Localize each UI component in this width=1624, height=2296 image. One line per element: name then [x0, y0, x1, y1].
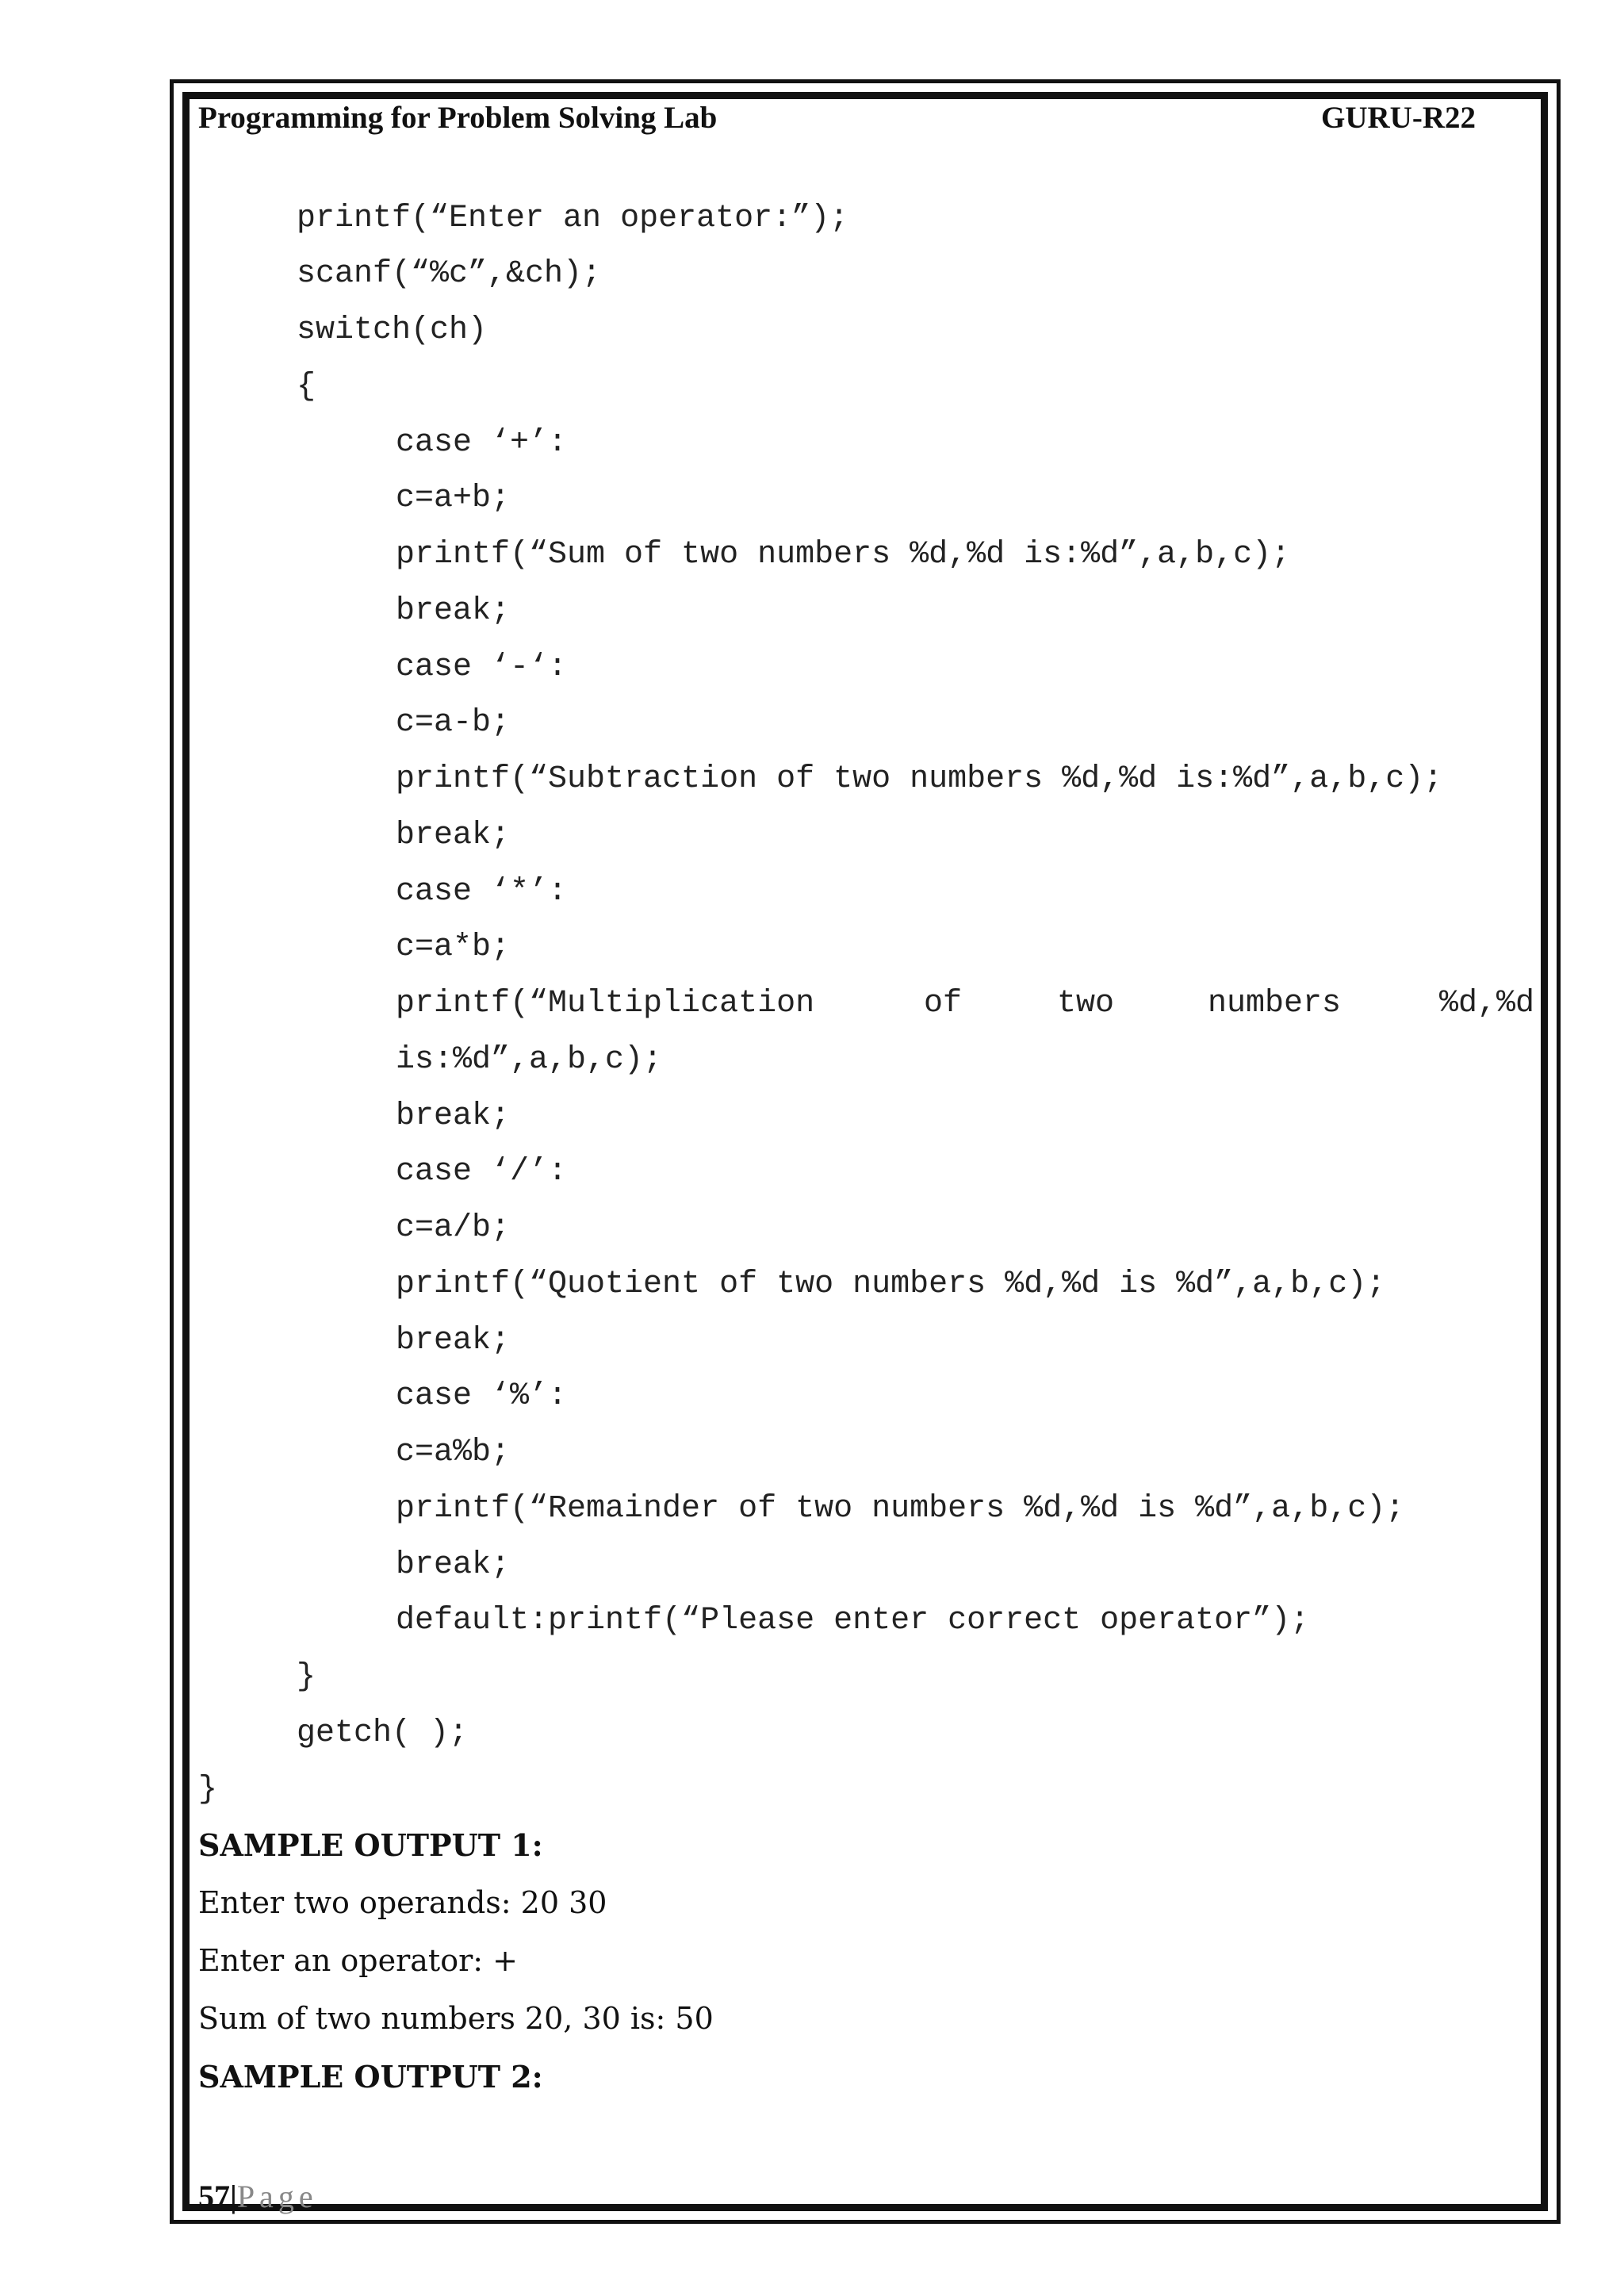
code-line: c=a*b;: [396, 930, 511, 965]
header-title: Programming for Problem Solving Lab: [198, 101, 718, 135]
code-line: printf(“Quotient of two numbers %d,%d is %d”,a,b,c);: [396, 1267, 1386, 1302]
code-line: c=a%b;: [396, 1435, 511, 1470]
code-line: case ‘%’:: [396, 1378, 568, 1414]
sample-output-line: Enter an operator: +: [198, 1943, 518, 1978]
code-line: switch(ch): [297, 312, 488, 348]
code-line: break;: [396, 818, 511, 853]
code-line: break;: [396, 1547, 511, 1583]
code-line: case ‘+’:: [396, 425, 568, 461]
code-line: break;: [396, 593, 511, 629]
page-footer: [198, 2178, 318, 2215]
code-line: c=a+b;: [396, 481, 511, 516]
sample-output-1-heading: SAMPLE OUTPUT 1:: [198, 1827, 543, 1863]
sample-output-2-heading: SAMPLE OUTPUT 2:: [198, 2059, 543, 2095]
header-code: GURU-R22: [1321, 101, 1476, 135]
code-line: case ‘*’:: [396, 874, 568, 910]
sample-output-line: Sum of two numbers 20, 30 is: 50: [198, 2001, 714, 2036]
code-word: printf(“Multiplication: [396, 986, 815, 1022]
code-line: {: [297, 369, 316, 404]
sample-output-line: Enter two operands: 20 30: [198, 1885, 607, 1920]
code-line: case ‘/’:: [396, 1154, 568, 1190]
code-line: getch( );: [297, 1715, 469, 1751]
code-line: printf(“Sum of two numbers %d,%d is:%d”,a,b,c);: [396, 537, 1291, 573]
code-line: case ‘-‘:: [396, 650, 568, 685]
code-line: printf(“Remainder of two numbers %d,%d is %d”,a,b,c);: [396, 1491, 1405, 1527]
code-word: numbers: [1208, 986, 1342, 1022]
code-line: printf(“Subtraction of two numbers %d,%d is:%d”,a,b,c);: [396, 761, 1443, 797]
code-word: of: [924, 986, 963, 1022]
code-line: break;: [396, 1323, 511, 1359]
code-line: is:%d”,a,b,c);: [396, 1042, 663, 1078]
code-word: %d,%d: [1439, 986, 1535, 1022]
footer-separator: |: [230, 2179, 237, 2214]
code-line: printf(“Enter an operator:”);: [297, 201, 849, 236]
code-line: c=a-b;: [396, 705, 511, 741]
code-line: c=a/b;: [396, 1210, 511, 1246]
code-line: scanf(“%c”,&ch);: [297, 256, 602, 292]
code-line: }: [198, 1772, 218, 1807]
code-word: two: [1057, 986, 1115, 1022]
code-line: }: [297, 1659, 316, 1695]
page-number: 57: [198, 2179, 230, 2214]
code-line: break;: [396, 1098, 511, 1134]
page-label: Page: [236, 2179, 318, 2214]
code-line: default:printf(“Please enter correct operator”);: [396, 1603, 1310, 1639]
